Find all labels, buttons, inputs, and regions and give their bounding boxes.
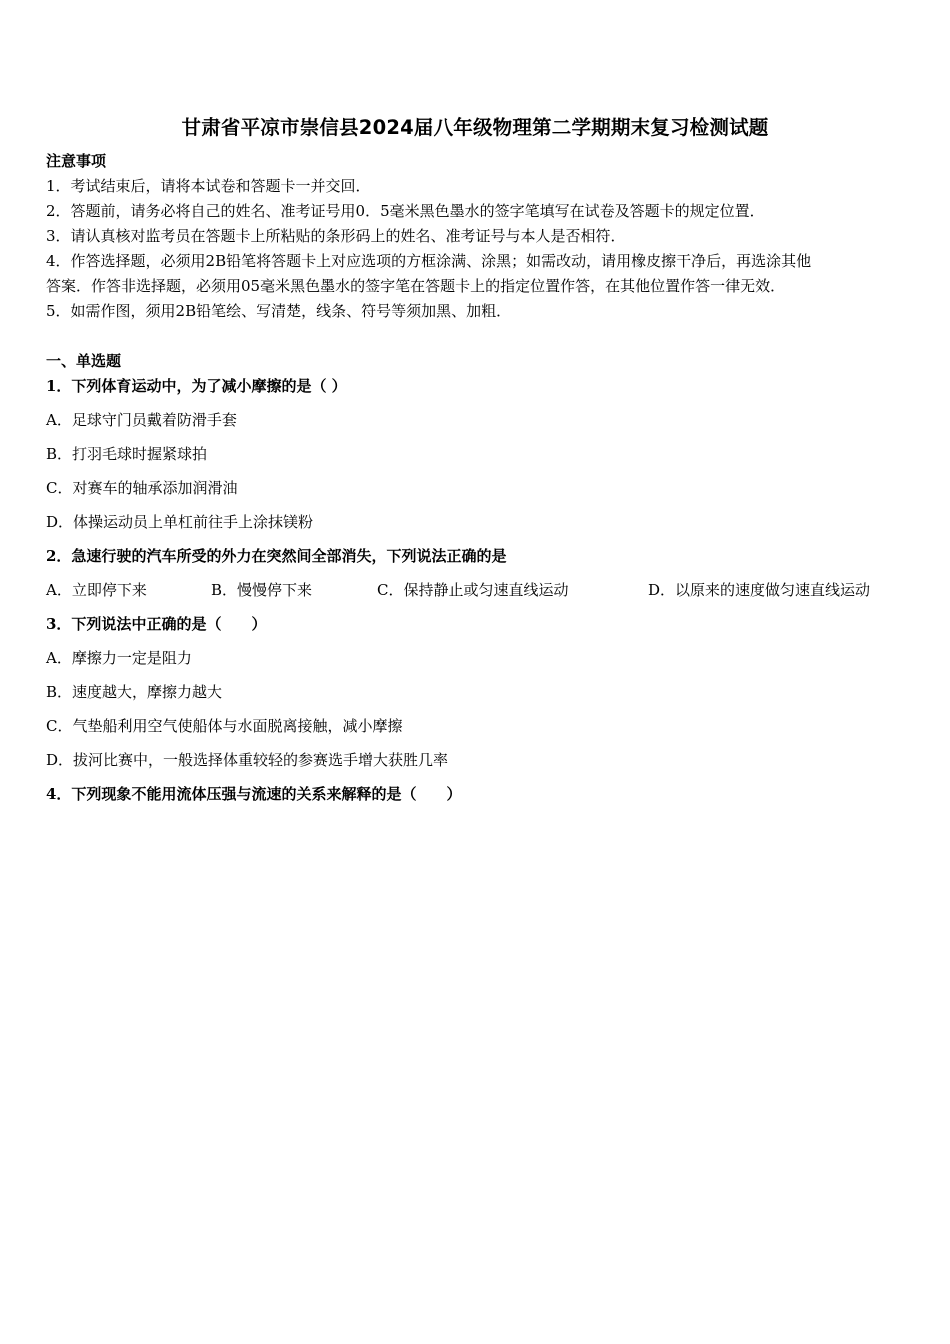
question-3-option-b: B．速度越大，摩擦力越大: [46, 683, 223, 701]
question-1-option-a: A．足球守门员戴着防滑手套: [46, 411, 237, 429]
question-3-stem: 3．下列说法中正确的是（ ）: [46, 615, 267, 633]
notice-heading: 注意事项: [46, 152, 107, 170]
question-1-option-d: D．体操运动员上单杠前往手上涂抹镁粉: [46, 513, 314, 531]
notice-item-1: 1．考试结束后，请将本试卷和答题卡一并交回．: [46, 177, 371, 195]
question-2-stem: 2．急速行驶的汽车所受的外力在突然间全部消失，下列说法正确的是: [46, 547, 507, 565]
notice-item-4: 4．作答选择题，必须用2B铅笔将答题卡上对应选项的方框涂满、涂黑；如需改动，请用橡皮擦干净后，再选涂其他: [46, 252, 812, 270]
notice-item-5: 5．如需作图，须用2B铅笔绘、写清楚，线条、符号等须加黑、加粗．: [46, 302, 512, 320]
question-4-stem: 4．下列现象不能用流体压强与流速的关系来解释的是（ ）: [46, 785, 462, 803]
notice-item-4-continued: 答案．作答非选择题，必须用05毫米黑色墨水的签字笔在答题卡上的指定位置作答，在其他位置作答一律无效．: [46, 277, 786, 295]
question-1-option-c: C．对赛车的轴承添加润滑油: [46, 479, 238, 497]
question-2-option-a: A．立即停下来: [46, 581, 147, 599]
question-1-stem: 1．下列体育运动中，为了减小摩擦的是（ ）: [46, 377, 347, 395]
question-3-option-d: D．拔河比赛中，一般选择体重较轻的参赛选手增大获胜几率: [46, 751, 449, 769]
question-2-option-b: B．慢慢停下来: [211, 581, 313, 599]
exam-title: 甘肃省平凉市崇信县2024届八年级物理第二学期期末复习检测试题: [181, 116, 769, 139]
question-2-options: [46, 580, 906, 600]
question-2-option-d: D．以原来的速度做匀速直线运动: [648, 581, 871, 599]
section-heading: 一、单选题: [46, 352, 122, 370]
question-3-option-a: A．摩擦力一定是阻力: [46, 649, 192, 667]
question-2-option-c: C．保持静止或匀速直线运动: [377, 581, 569, 599]
notice-item-2: 2．答题前，请务必将自己的姓名、准考证号用0．5毫米黑色墨水的签字笔填写在试卷及答题卡的规定位置．: [46, 202, 765, 220]
question-1-option-b: B．打羽毛球时握紧球拍: [46, 445, 208, 463]
question-3-option-c: C．气垫船利用空气使船体与水面脱离接触，减小摩擦: [46, 717, 403, 735]
notice-item-3: 3．请认真核对监考员在答题卡上所粘贴的条形码上的姓名、准考证号与本人是否相符．: [46, 227, 626, 245]
